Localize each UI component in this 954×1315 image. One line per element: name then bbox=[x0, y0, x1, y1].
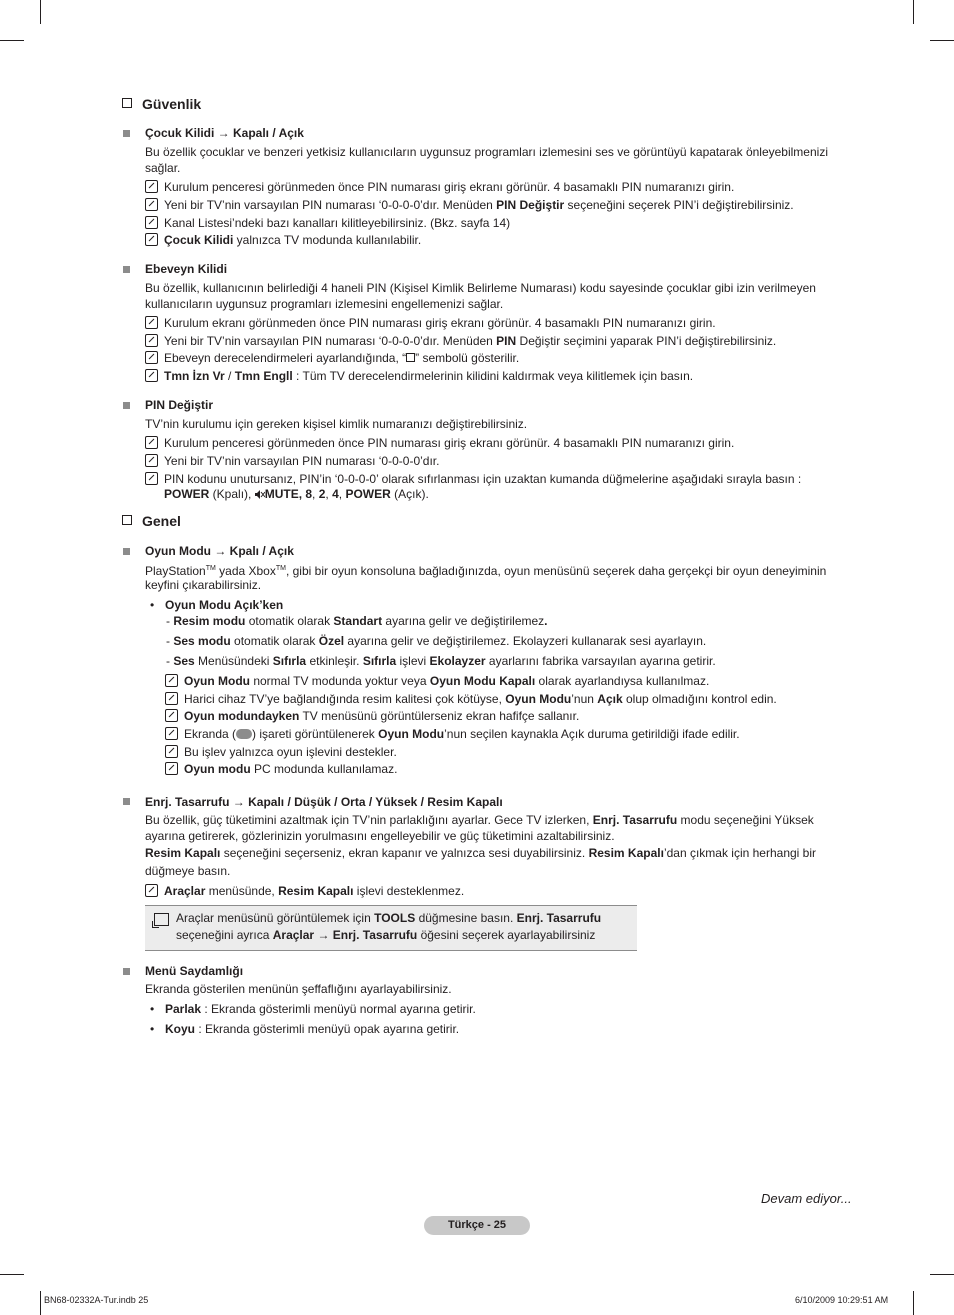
note-icon bbox=[165, 762, 178, 775]
item-title-enerji-tasarrufu: Enrj. Tasarrufu → Kapalı / Düşük / Orta / Yüksek / Resim Kapalı bbox=[145, 795, 503, 809]
square-bullet-icon bbox=[123, 968, 130, 975]
footer-file-label: BN68-02332A-Tur.indb 25 bbox=[44, 1295, 149, 1305]
note-continued: POWER (Kpalı), MUTE, 8, 2, 4, POWER (Açık). bbox=[164, 487, 429, 501]
note-icon bbox=[145, 472, 158, 485]
tip-line: seçeneğini ayrıca Araçlar → Enrj. Tasarrufu öğesini seçerek ayarlayabilirsiniz bbox=[176, 928, 596, 942]
dash-item: - Resim modu otomatik olarak Standart ayarına gelir ve değiştirilemez. bbox=[166, 614, 548, 628]
note-icon bbox=[145, 334, 158, 347]
tools-tip-icon bbox=[154, 913, 169, 926]
crop-mark bbox=[930, 40, 954, 41]
note-icon bbox=[165, 727, 178, 740]
note-icon bbox=[145, 233, 158, 246]
crop-mark bbox=[40, 1291, 41, 1315]
note-icon bbox=[145, 454, 158, 467]
paragraph: Ekranda gösterilen menünün şeffaflığını ayarlayabilirsiniz. bbox=[145, 982, 452, 996]
note: Kurulum penceresi görünmeden önce PIN numarası giriş ekranı görünür. 4 basamaklı PIN numaranızı girin. bbox=[145, 179, 734, 195]
note: Kanal Listesi’ndeki bazı kanalları kilitleyebilirsiniz. (Bkz. sayfa 14) bbox=[145, 215, 510, 231]
square-bullet-icon bbox=[123, 266, 130, 273]
note-icon bbox=[145, 351, 158, 364]
square-bullet-icon bbox=[123, 402, 130, 409]
note-icon bbox=[165, 745, 178, 758]
item-title-cocuk-kilidi: Çocuk Kilidi → Kapalı / Açık bbox=[145, 126, 304, 140]
square-bullet-icon bbox=[123, 130, 130, 137]
lock-icon bbox=[406, 353, 415, 362]
note-icon bbox=[165, 709, 178, 722]
note: Oyun Modu normal TV modunda yoktur veya Oyun Modu Kapalı olarak ayarlandıysa kullanılmaz. bbox=[165, 673, 709, 689]
note-icon bbox=[145, 180, 158, 193]
bullet-item: • Koyu : Ekranda gösterimli menüyü opak ayarına getirir. bbox=[150, 1022, 460, 1036]
paragraph: Resim Kapalı seçeneğini seçerseniz, ekran kapanır ve yalnızca sesi duyabilirsiniz. Resim Kapalı’dan çıkmak için herhangi bir bbox=[145, 846, 817, 860]
note-icon bbox=[165, 674, 178, 687]
note: Çocuk Kilidi yalnızca TV modunda kullanılabilir. bbox=[145, 232, 421, 248]
dash-item: - Ses Menüsündeki Sıfırla etkinleşir. Sıfırla işlevi Ekolayzer ayarlarını fabrika varsayılan ayarına getirir. bbox=[166, 654, 716, 668]
note-icon bbox=[145, 436, 158, 449]
note-icon bbox=[145, 884, 158, 897]
square-bullet-icon bbox=[123, 548, 130, 555]
note: PIN kodunu unutursanız, PIN’in ‘0-0-0-0’ olarak sıfırlanması için uzaktan kumanda düğmelerine aşağıdaki sırayla basın : bbox=[145, 471, 801, 487]
square-bullet-icon bbox=[123, 798, 130, 805]
crop-mark bbox=[930, 1274, 954, 1275]
note: Kurulum penceresi görünmeden önce PIN numarası giriş ekranı görünür. 4 basamaklı PIN numaranızı girin. bbox=[145, 435, 734, 451]
crop-mark bbox=[913, 1291, 914, 1315]
note-icon bbox=[165, 692, 178, 705]
paragraph: TV’nin kurulumu için gereken kişisel kimlik numaranızı değiştirebilirsiniz. bbox=[145, 417, 528, 431]
note: Yeni bir TV’nin varsayılan PIN numarası ‘0-0-0-0’dır. Menüden PIN Değiştir seçeneğini seçerek PIN’i değiştirebilirsiniz. bbox=[145, 197, 794, 213]
note-icon bbox=[145, 198, 158, 211]
crop-mark bbox=[0, 1274, 24, 1275]
note-icon bbox=[145, 369, 158, 382]
footer-timestamp: 6/10/2009 10:29:51 AM bbox=[795, 1295, 889, 1305]
checkbox-icon bbox=[122, 98, 132, 108]
paragraph: Bu özellik, güç tüketimini azaltmak için TV’nin parlaklığını ayarlar. Gece TV izlerken, Enrj. Tasarrufu modu seçeneğini Yüksek bbox=[145, 813, 814, 827]
note: Harici cihaz TV’ye bağlandığında resim kalitesi çok kötüyse, Oyun Modu’nun Açık olup olmadığını kontrol edin. bbox=[165, 691, 777, 707]
item-title-oyun-modu: Oyun Modu → Kpalı / Açık bbox=[145, 544, 294, 558]
gamepad-icon bbox=[236, 729, 252, 739]
note: Ebeveyn derecelendirmeleri ayarlandığında, “ ” sembolü gösterilir. bbox=[145, 350, 519, 366]
note-icon bbox=[145, 216, 158, 229]
note-icon bbox=[145, 316, 158, 329]
crop-mark bbox=[40, 0, 41, 24]
note: Yeni bir TV’nin varsayılan PIN numarası ‘0-0-0-0’dır. Menüden PIN Değiştir seçimini yaparak PIN’i değiştirebilirsiniz. bbox=[145, 333, 776, 349]
crop-mark bbox=[913, 0, 914, 24]
note: Tmn İzn Vr / Tmn Engll : Tüm TV derecelendirmelerinin kilidini kaldırmak veya kilitlemek için basın. bbox=[145, 368, 693, 384]
note: Kurulum ekranı görünmeden önce PIN numarası giriş ekranı görünür. 4 basamaklı PIN numaranızı girin. bbox=[145, 315, 716, 331]
continued-label: Devam ediyor... bbox=[761, 1191, 852, 1206]
dash-item: - Ses modu otomatik olarak Özel ayarına gelir ve değiştirilemez. Ekolayzeri kullanarak sesi ayarlayın. bbox=[166, 634, 707, 648]
paragraph: Bu özellik çocuklar ve benzeri yetkisiz kullanıcıların uygunsuz programları izlemesini ses ve görüntüyü kapatarak önleyebilmenizi sağlar. bbox=[145, 145, 828, 175]
paragraph: PlayStation™ yada Xbox™, gibi bir oyun konsoluna bağladığınızda, oyun menüsünü seçerek daha gerçekçi bir oyun deneyiminin bbox=[145, 564, 827, 578]
mute-icon bbox=[255, 490, 265, 499]
paragraph: Bu özellik, kullanıcının belirlediği 4 haneli PIN (Kişisel Kimlik Belirleme Numarası) kodu sayesinde çocuklar gibi izin verilmeyen kullanıcıların uygunsuz programları izlemesini engellemenizi sağlar. bbox=[145, 281, 816, 311]
note: Oyun modu PC modunda kullanılamaz. bbox=[165, 761, 397, 777]
paragraph: ayarına getirerek, gözlerinizin yorulmasını engelleyebilir ve güç tüketimini azaltabilirsiniz. bbox=[145, 829, 615, 843]
note: Araçlar menüsünde, Resim Kapalı işlevi desteklenmez. bbox=[145, 883, 464, 899]
note: Bu işlev yalnızca oyun işlevini destekler. bbox=[165, 744, 397, 760]
note: Ekranda ( ) işareti görüntülenerek Oyun Modu’nun seçilen kaynakla Açık duruma getirildiği ifade edilir. bbox=[165, 726, 740, 742]
note: Oyun modundayken TV menüsünü görüntülerseniz ekran hafifçe sallanır. bbox=[165, 708, 579, 724]
bullet-item: • Oyun Modu Açık’ken bbox=[150, 598, 284, 612]
paragraph: düğmeye basın. bbox=[145, 864, 231, 878]
note: Yeni bir TV’nin varsayılan PIN numarası ‘0-0-0-0’dır. bbox=[145, 453, 439, 469]
item-title-menu-saydamligi: Menü Saydamlığı bbox=[145, 964, 244, 978]
checkbox-icon bbox=[122, 515, 132, 525]
section-title-genel: Genel bbox=[122, 513, 181, 529]
item-title-ebeveyn-kilidi: Ebeveyn Kilidi bbox=[145, 262, 228, 276]
crop-mark bbox=[0, 40, 24, 41]
bullet-item: • Parlak : Ekranda gösterimli menüyü normal ayarına getirir. bbox=[150, 1002, 476, 1016]
section-title-guvenlik: Güvenlik bbox=[122, 96, 201, 112]
tip-box bbox=[145, 905, 637, 951]
item-title-pin-degistir: PIN Değiştir bbox=[145, 398, 214, 412]
tip-line: Araçlar menüsünü görüntülemek için TOOLS düğmesine basın. Enrj. Tasarrufu bbox=[176, 911, 602, 925]
paragraph: keyfini çıkarabilirsiniz. bbox=[145, 578, 262, 592]
page-number-badge: Türkçe - 25 bbox=[424, 1216, 530, 1235]
